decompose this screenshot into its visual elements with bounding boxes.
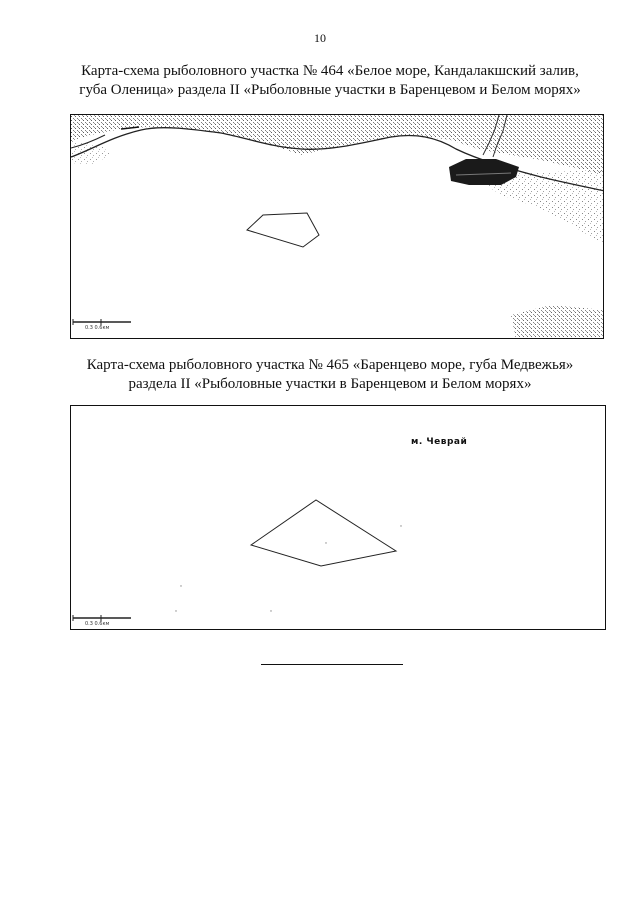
page-number: 10 (314, 31, 326, 45)
map2-caption-line1: Карта-схема рыболовного участка № 465 «Баренцево море, губа Медвежья» (86, 357, 574, 373)
map1-scale-label: 0.3 0.6км (85, 325, 110, 331)
end-separator-line (261, 664, 403, 665)
map1-land-area (71, 115, 604, 175)
map1-caption-line1: Карта-схема рыболовного участка № 464 «Белое море, Кандалакшский залив, (81, 63, 579, 79)
map1-frame (70, 114, 604, 339)
map2-caption-line2: раздела II «Рыболовные участки в Баренцевом и Белом морях» (128, 376, 532, 392)
map1-caption-line2: губа Оленица» раздела II «Рыболовные участки в Баренцевом и Белом морях» (79, 82, 581, 98)
map2-drawing (71, 406, 606, 630)
map1-land-bottom-right (511, 305, 604, 339)
map2-fishing-plot (251, 500, 396, 566)
map1-drawing (71, 115, 604, 339)
map1-land-left (71, 141, 111, 165)
map2-caption (40, 356, 620, 394)
map2-frame (70, 405, 606, 630)
map1-caption (40, 62, 620, 100)
map1-fishing-plot (247, 213, 319, 247)
map2-cape-label: м. Чеврай (411, 437, 468, 447)
map2-scale-label: 0.3 0.6км (85, 621, 110, 627)
